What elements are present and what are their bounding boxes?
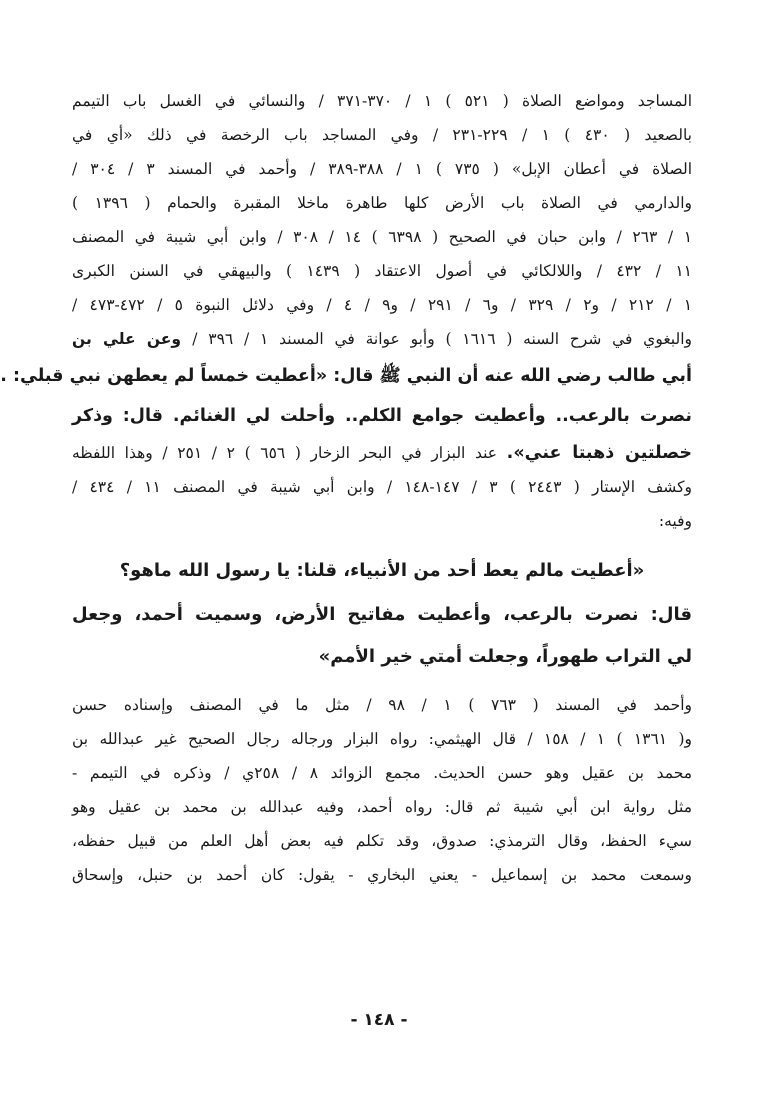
quote-line: «أعطيت مالم يعط أحد من الأنبياء، قلنا: يا رسول الله ماهو؟ (119, 560, 645, 581)
text-segment: والبغوي في شرح السنه ( ١٦١٦ ) وأبو عوانة في المسند ١ / ٣٩٦ / (192, 330, 692, 348)
page-body (0, 84, 693, 892)
hadith-line: أبي طالب رضي الله عنه أن النبي ﷺ قال: «أعطيت خمساً لم يعطهن نبي قبلي: . (0, 366, 692, 386)
text-line: ١ / ٢١٢ / و٢ / ٣٢٩ / و٦ / ٢٩١ / و٩ / ٤ / وفي دلائل النبوة ٥ / ٤٧٢-٤٧٣ / (72, 296, 693, 314)
text-line: وكشف الإستار ( ٢٤٤٣ ) ٣ / ١٤٧-١٤٨ / وابن أبي شيبة في المصنف ١١ / ٤٣٤ / (72, 478, 693, 496)
text-line (72, 436, 692, 470)
text-line: المساجد ومواضع الصلاة ( ٥٢١ ) ١ / ٣٧٠-٣٧١ / والنسائي في الغسل باب التيمم (72, 92, 693, 110)
hadith-line: نصرت بالرعب.. وأعطيت جوامع الكلم.. وأحلت لي الغنائم. قال: وذكر (72, 406, 692, 426)
text-segment: عند البزار في البحر الزخار ( ٦٥٦ ) ٢ / ٢٥١ / وهذا اللفظه (72, 444, 507, 462)
text-line: و( ١٣٦١ ) ١ / ١٥٨ / قال الهيثمي: رواه البزار ورجاله رجال الصحيح غير عبدالله بن (72, 730, 693, 748)
text-line: وسمعت محمد بن إسماعيل - يعني البخاري - يقول: كان أحمد بن حنبل، وإسحاق (72, 866, 692, 884)
text-line: وفيه: (658, 512, 692, 530)
page-number: - ١٤٨ - (350, 1010, 408, 1030)
text-line: الصلاة في أعطان الإبل» ( ٧٣٥ ) ١ / ٣٨٨-٣٨٩ / وأحمد في المسند ٣ / ٣٠٤ / (72, 160, 693, 178)
text-line: والدارمي في الصلاة باب الأرض كلها طاهرة ماخلا المقبرة والحمام ( ١٣٩٦ ) (72, 194, 692, 212)
text-line: وأحمد في المسند ( ٧٦٣ ) ١ / ٩٨ / مثل ما في المصنف وإسناده حسن (72, 696, 692, 714)
text-line: محمد بن عقيل وهو حسن الحديث. مجمع الزوائد ٨ / ٢٥٨ي / وذكره في التيمم - (72, 764, 693, 782)
quote-line: لي التراب طهوراً، وجعلت أمتي خير الأمم» (318, 646, 692, 667)
text-line: ١ / ٢٦٣ / وابن حبان في الصحيح ( ٦٣٩٨ ) ١٤ / ٣٠٨ / وابن أبي شيبة في المصنف (72, 228, 693, 246)
text-line: بالصعيد ( ٤٣٠ ) ١ / ٢٢٩-٢٣١ / وفي المساجد باب الرخصة في ذلك «أي في (72, 126, 692, 144)
text-line: ١١ / ٤٣٢ / واللالكائي في أصول الاعتقاد ( ١٤٣٩ ) والبيهقي في السنن الكبرى (72, 262, 692, 280)
quote-line: قال: نصرت بالرعب، وأعطيت مفاتيح الأرض، وسميت أحمد، وجعل (72, 604, 692, 625)
text-line (72, 322, 692, 356)
text-line: مثل رواية ابن أبي شيبة ثم قال: رواه أحمد، وفيه عبدالله بن محمد بن عقيل وهو (72, 798, 692, 816)
bold-segment: خصلتين ذهبتا عني». (506, 443, 692, 463)
text-line: سيء الحفظ، وقال الترمذي: صدوق، وقد تكلم فيه بعض أهل العلم من قبيل حفظه، (72, 832, 692, 850)
bold-segment: وعن علي بن (72, 330, 193, 348)
